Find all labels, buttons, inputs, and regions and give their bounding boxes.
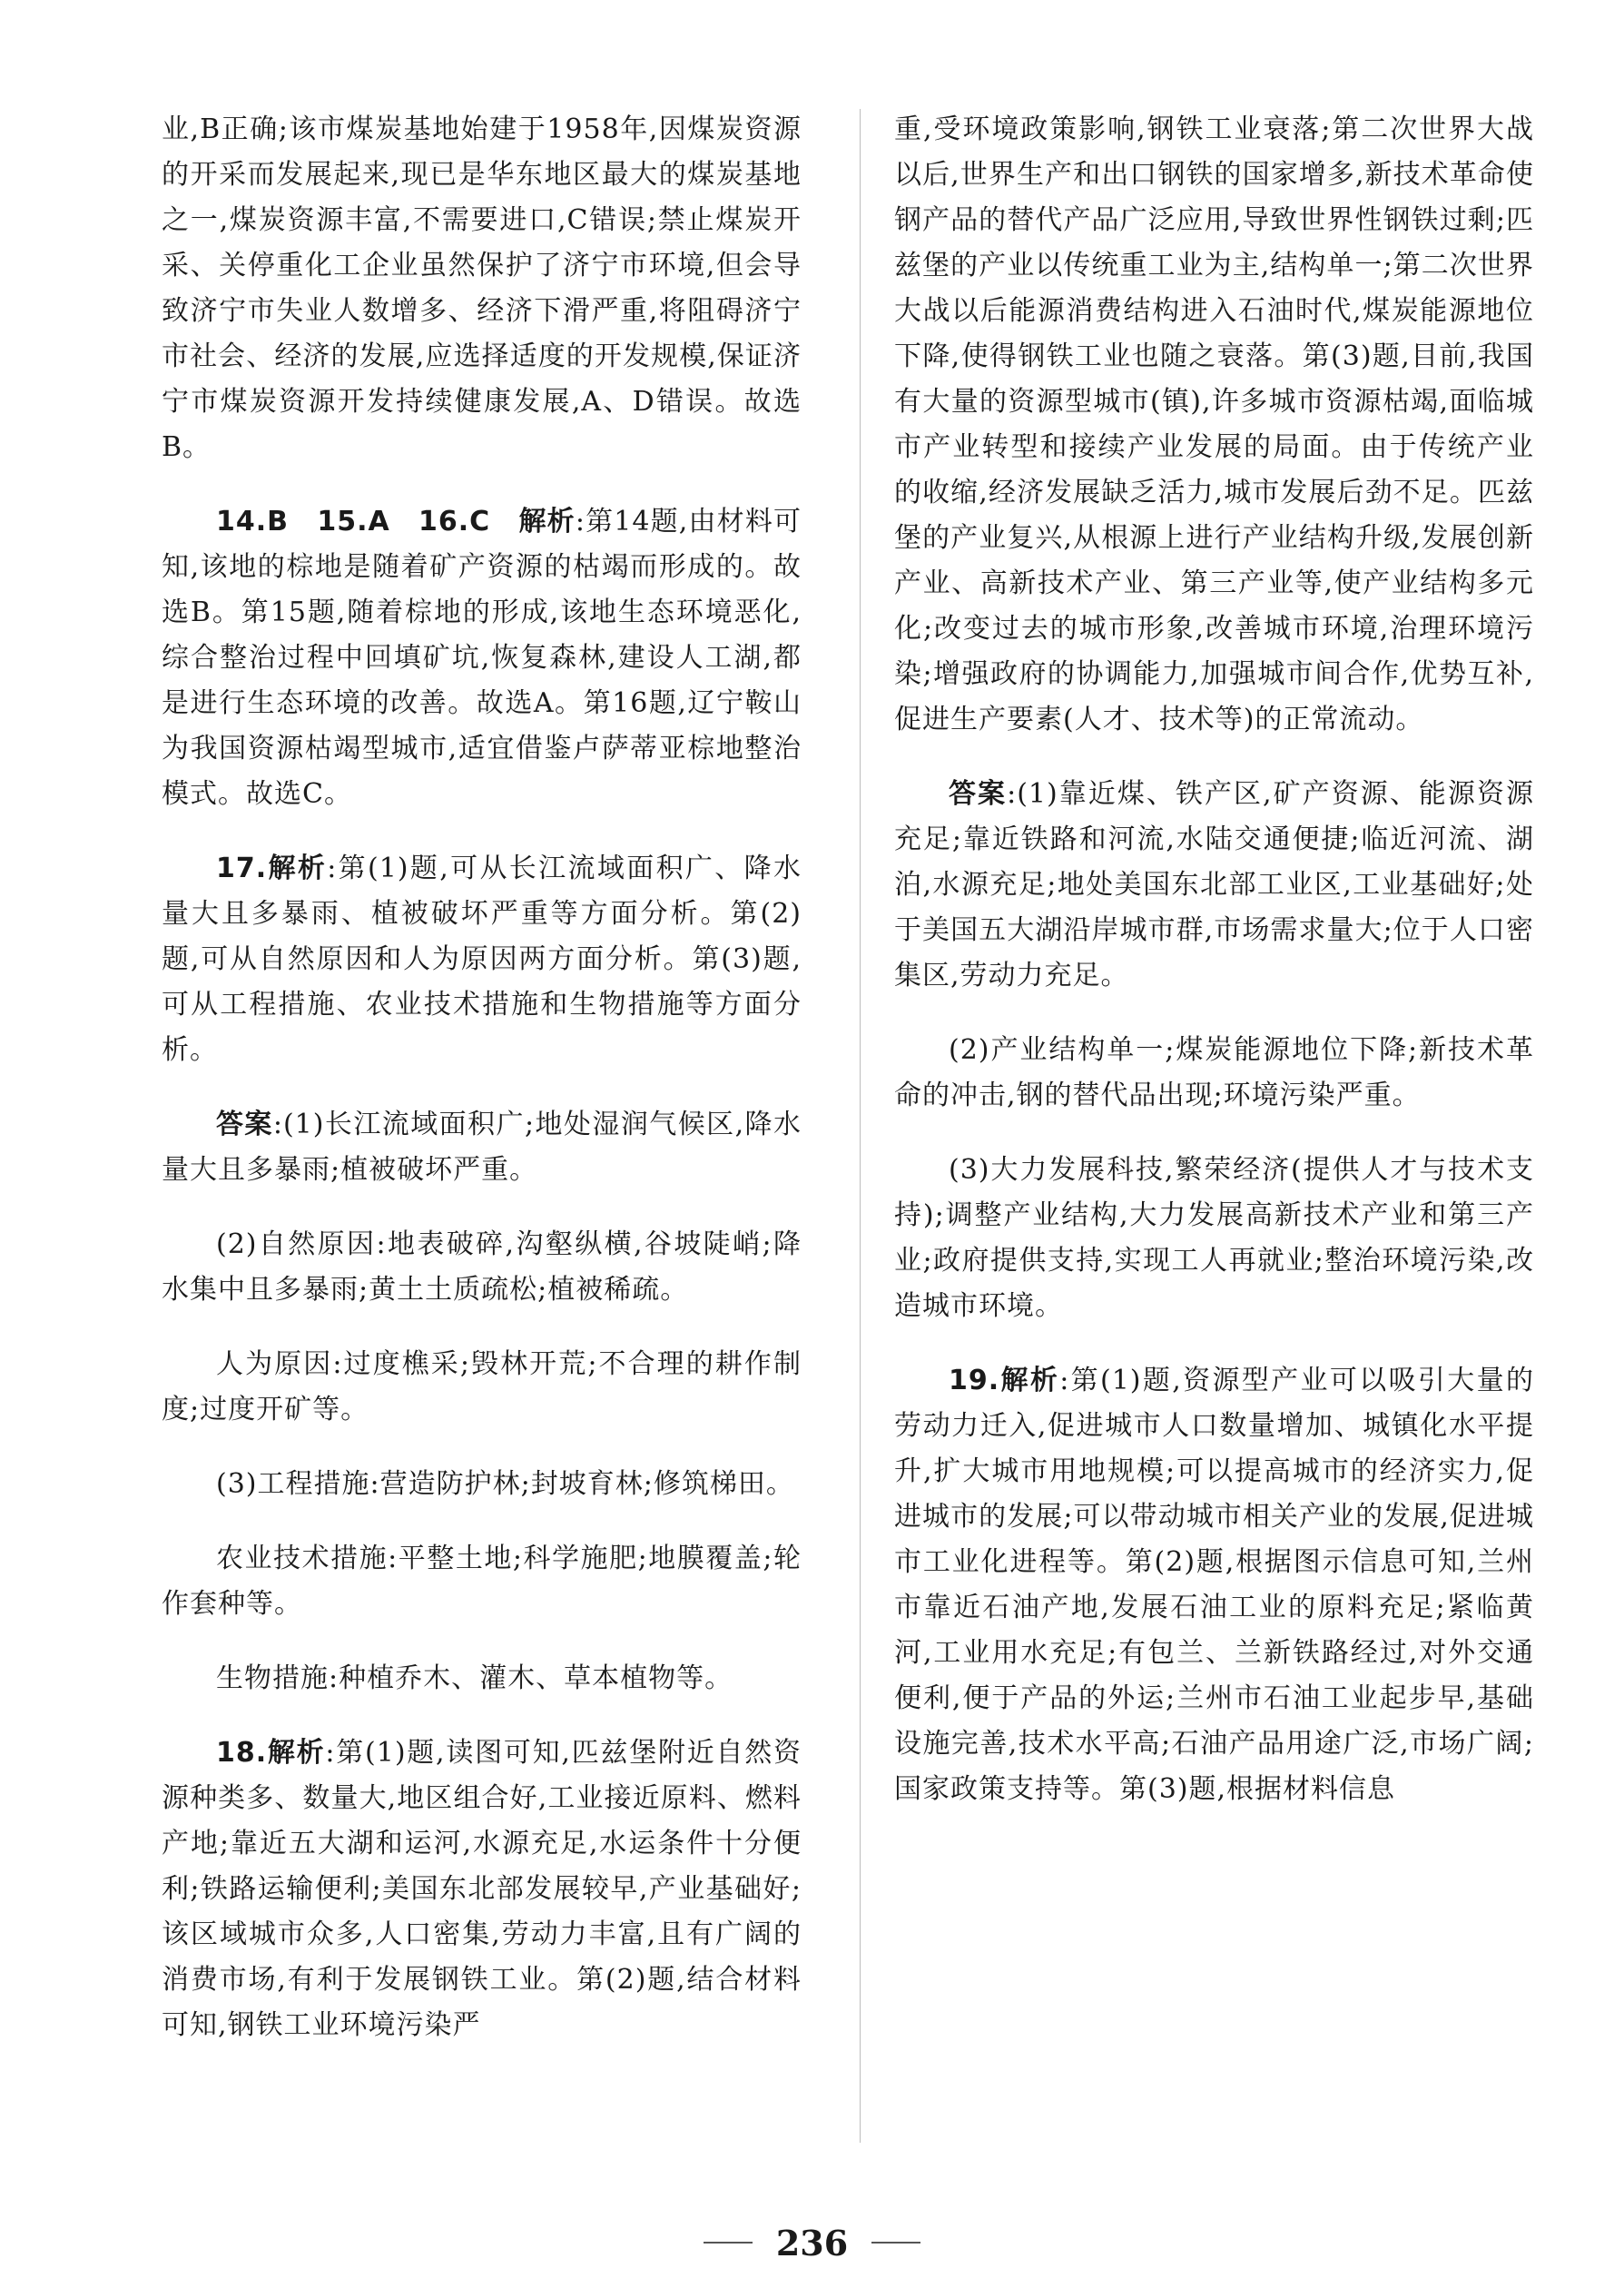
paragraph-q17-answer-2: (2)自然原因:地表破碎,沟壑纵横,谷坡陡峭;降水集中且多暴雨;黄土土质疏松;植被稀疏。 bbox=[162, 1228, 802, 1306]
paragraph-q19-analysis: 19.解析:第(1)题,资源型产业可以吸引大量的劳动力迁入,促进城市人口数量增加、城镇化水平提升,扩大城市用地规模;可以提高城市的经济实力,促进城市的发展;可以带动城市相关产业的发展,促进城市工业化进程等。第(2)题,根据图示信息可知,兰州市靠近石油产地,发展石油工业的原料充足;紧临黄河,工业用水充足;有包兰、兰新铁路经过,对外交通便利,便于产品的外运;兰州市石油工业起步早,基础设施完善,技术水平高;石油产品用途广泛,市场广阔;国家政策支持等。第(3)题,根据材料信息 bbox=[894, 1365, 1534, 1805]
paragraph-q18-answer: 答案:(1)靠近煤、铁产区,矿产资源、能源资源充足;靠近铁路和河流,水陆交通便捷;临近河流、湖泊,水源充足;地处美国东北部工业区,工业基础好;处于美国五大湖沿岸城市群,市场需求量大;位于人口密集区,劳动力充足。 bbox=[894, 778, 1535, 991]
paragraph-q14-16-analysis: 14.B 15.A 16.C 解析:第14题,由材料可知,该地的棕地是随着矿产资源的枯竭而形成的。故选B。第15题,随着棕地的形成,该地生态环境恶化,综合整治过程中回填矿坑,恢复森林,建设人工湖,都是进行生态环境的改善。故选A。第16题,辽宁鞍山为我国资源枯竭型城市,适宜借鉴卢萨蒂亚棕地整治模式。故选C。 bbox=[162, 506, 802, 810]
paragraph-q18-analysis: 18.解析:第(1)题,读图可知,匹兹堡附近自然资源种类多、数量大,地区组合好,工业接近原料、燃料产地;靠近五大湖和运河,水源充足,水运条件十分便利;铁路运输便利;美国东北部发展较早,产业基础好;该区域城市众多,人口密集,劳动力丰富,且有广阔的消费市场,有利于发展钢铁工业。第(2)题,结合材料可知,钢铁工业环境污染严 bbox=[162, 1737, 802, 2041]
question-label: 19.解析 bbox=[949, 1365, 1060, 1396]
paragraph-q18-continuation: 重,受环境政策影响,钢铁工业衰落;第二次世界大战以后,世界生产和出口钢铁的国家增多,新技术革命使钢产品的替代产品广泛应用,导致世界性钢铁过剩;匹兹堡的产业以传统重工业为主,结构单一;第二次世界大战以后能源消费结构进入石油时代,煤炭能源地位下降,使得钢铁工业也随之衰落。第(3)题,目前,我国有大量的资源型城市(镇),许多城市资源枯竭,面临城市产业转型和接续产业发展的局面。由于传统产业的收缩,经济发展缺乏活力,城市发展后劲不足。匹兹堡的产业复兴,从根源上进行产业结构升级,发展创新产业、高新技术产业、第三产业等,使产业结构多元化;改变过去的城市形象,改善城市环境,治理环境污染;增强政府的协调能力,加强城市间合作,优势互补,促进生产要素(人才、技术等)的正常流动。 bbox=[894, 113, 1534, 735]
column-divider bbox=[860, 109, 861, 2143]
paragraph-q18-answer-3: (3)大力发展科技,繁荣经济(提供人才与技术支持);调整产业结构,大力发展高新技术产业和第三产业;政府提供支持,实现工人再就业;整治环境污染,改造城市环境。 bbox=[894, 1154, 1534, 1322]
paragraph-q17-answer: 答案:(1)长江流域面积广;地处湿润气候区,降水量大且多暴雨;植被破坏严重。 bbox=[162, 1109, 802, 1186]
question-label: 17.解析 bbox=[216, 853, 328, 884]
footer-dash-right bbox=[871, 2242, 920, 2244]
question-label: 14.B 15.A 16.C 解析 bbox=[216, 506, 576, 537]
right-column bbox=[894, 107, 1534, 1841]
answer-label: 答案 bbox=[216, 1109, 273, 1140]
paragraph-q18-answer-2: (2)产业结构单一;煤炭能源地位下降;新技术革命的冲击,钢的替代品出现;环境污染严重。 bbox=[894, 1034, 1534, 1111]
paragraph-q17-answer-3: (3)工程措施:营造防护林;封坡育林;修筑梯田。 bbox=[216, 1468, 794, 1500]
answer-label: 答案 bbox=[949, 778, 1008, 810]
page-number: 236 bbox=[775, 2222, 849, 2263]
left-column bbox=[162, 107, 802, 2077]
paragraph-q13-continuation: 业,B正确;该市煤炭基地始建于1958年,因煤炭资源的开采而发展起来,现已是华东地区最大的煤炭基地之一,煤炭资源丰富,不需要进口,C错误;禁止煤炭开采、关停重化工企业虽然保护了济宁市环境,但会导致济宁市失业人数增多、经济下滑严重,将阻碍济宁市社会、经济的发展,应选择适度的开发规模,保证济宁市煤炭资源开发持续健康发展,A、D错误。故选B。 bbox=[162, 113, 802, 463]
paragraph-q17-answer-bio: 生物措施:种植乔木、灌木、草本植物等。 bbox=[216, 1662, 733, 1694]
footer-dash-left bbox=[704, 2242, 753, 2244]
paragraph-q17-answer-human: 人为原因:过度樵采;毁林开荒;不合理的耕作制度;过度开矿等。 bbox=[162, 1348, 802, 1425]
paragraph-q17-answer-agri: 农业技术措施:平整土地;科学施肥;地膜覆盖;轮作套种等。 bbox=[162, 1543, 802, 1620]
question-label: 18.解析 bbox=[216, 1737, 326, 1769]
paragraph-q17-analysis: 17.解析:第(1)题,可从长江流域面积广、降水量大且多暴雨、植被破坏严重等方面分析。第(2)题,可从自然原因和人为原因两方面分析。第(3)题,可从工程措施、农业技术措施和生物措施等方面分析。 bbox=[162, 853, 802, 1066]
page-footer bbox=[0, 2215, 1624, 2270]
